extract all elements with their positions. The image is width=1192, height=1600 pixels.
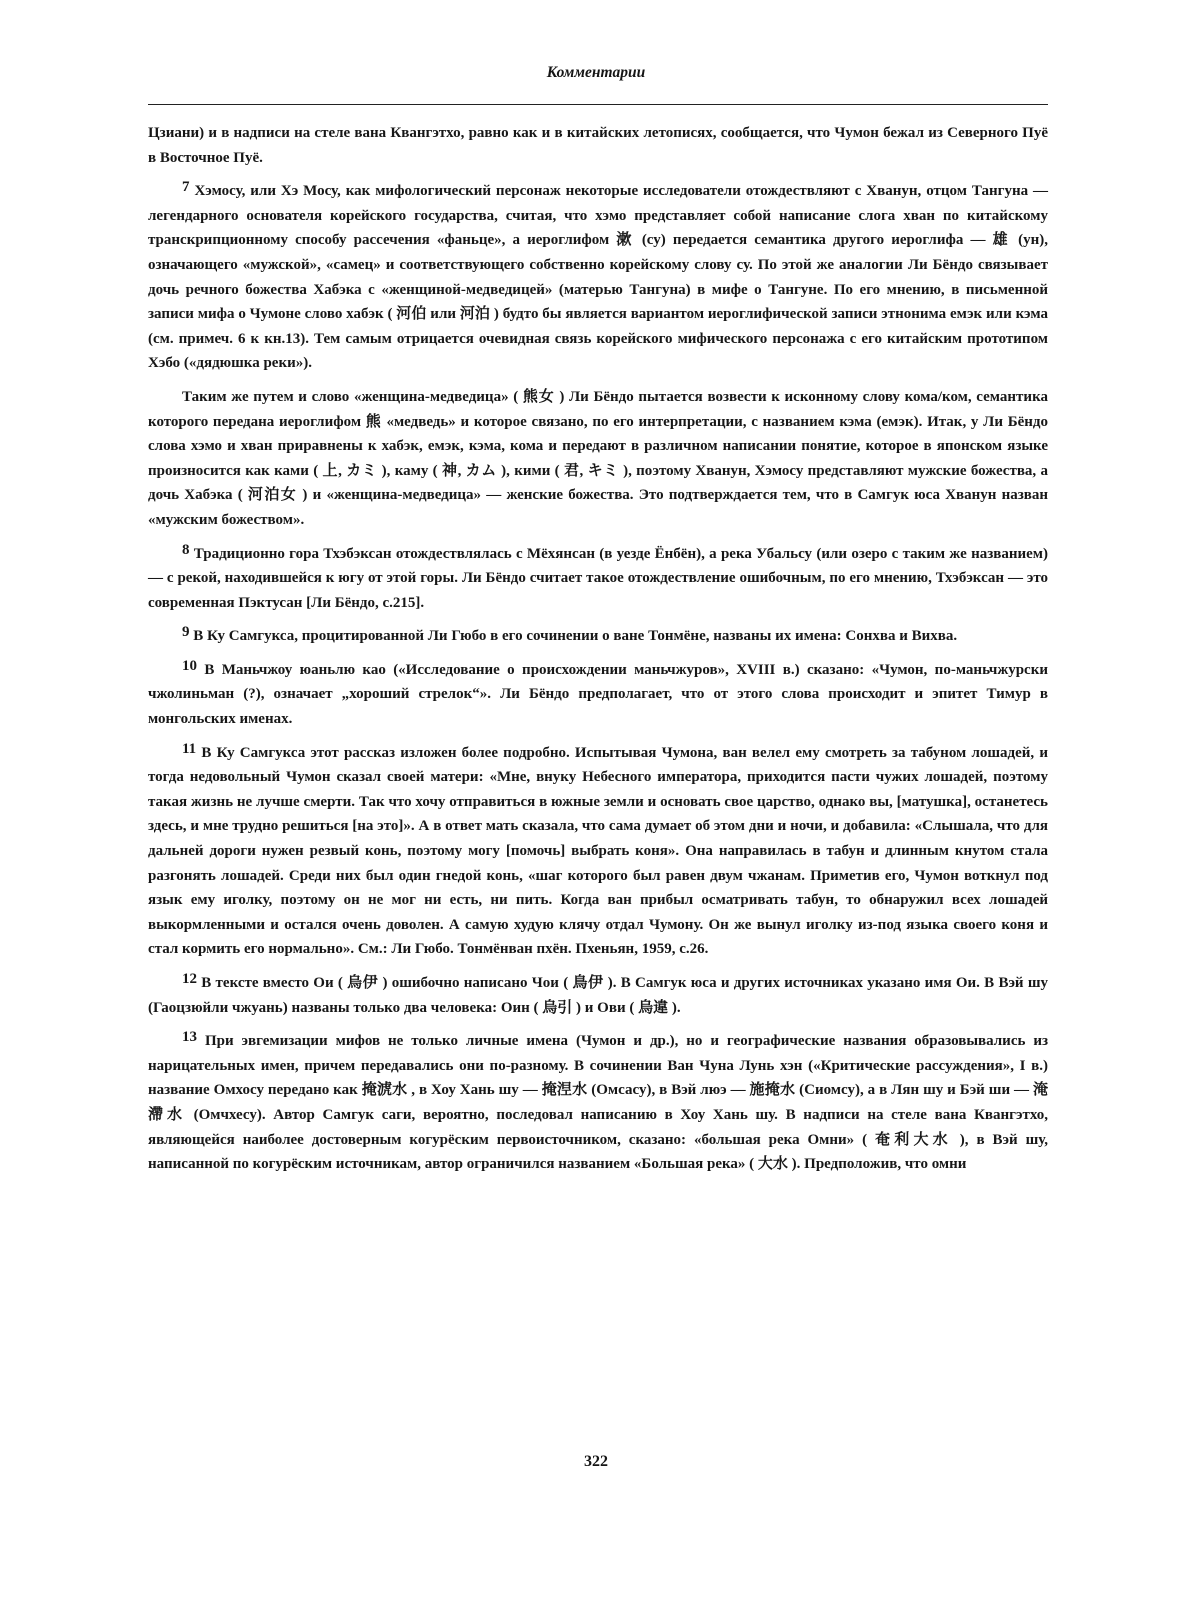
footnote-10 (148, 658, 1048, 732)
running-title: Комментарии (546, 64, 646, 81)
footnote-text: В Ку Самгукса этот рассказ изложен более подробно. Испытывая Чумона, ван велел ему смотреть за табуном лошадей, и тогда недовольный Чумон сказал своей матери: «Мне, внуку Небесного императора, приходится пасти чужих лошадей, поэтому такая жизнь не лучше смерти. Так что хочу отправиться в южные земли и основать свое царство, однако вы, [матушка], останетесь здесь, и мне трудно решиться [на это]». А в ответ мать сказала, что сама думает об этом дни и ночи, и добавила: «Слышала, что для дальней дороги нужен резвый конь, поэтому могу [помочь] выбрать коня». Она направилась в табун и длинным кнутом стала разгонять лошадей. Среди них был один гнедой конь, «шаг которого был равен двум чжанам. Приметив его, Чумон воткнул под язык ему иголку, поэтому он не мог ни есть, ни пить. Когда ван прибыл осматривать табун, то обнаружил всех лошадей выкормленными и остался очень доволен. А самую худую клячу отдал Чумону. Он же вынул иголку из-под языка своего коня и стал кормить его нормально». См.: Ли Гюбо. Тонмёнван пхён. Пхеньян, 1959, с.26. (148, 744, 1048, 958)
footnote-number: 11 (182, 740, 197, 757)
footnote-number: 8 (182, 541, 190, 558)
footnote-number: 12 (182, 971, 197, 987)
footnote-text: При эвгемизации мифов не только личные имена (Чумон и др.), но и географические названия образовывались из нарицательных имен, причем передавались они по-разному. В сочинении Ван Чуна Лунь хэн («Критические рассуждения», I в.) название Омхосу передано как 掩淲水 , в Хоу Хань шу — 掩𣵀水 (Омсасу), в Вэй люэ — 施掩水 (Сиомсу), а в Лян шу и Бэй ши — 淹滯水 (Омчхесу). Автор Самгук саги, вероятно, последовал написанию в Хоу Хань шу. В надписи на стеле вана Квангэтхо, являющейся наиболее достоверным когурёским первоисточником, сказано: «большая река Омни» ( 奄利大水 ), в Вэй шу, написанной по когурёским источникам, автор ограничился названием «Большая река» ( 大水 ). Предположив, что омни (148, 1033, 1049, 1173)
footnote-text: В тексте вместо Ои ( 烏伊 ) ошибочно написано Чои ( 鳥伊 ). В Самгук юса и других источниках указано имя Ои. В Вэй шу (Гаоцзюйли чжуань) названы только два человека: Оин ( 烏引 ) и Ови ( 烏違 ). (148, 975, 1049, 1016)
footnote-13 (148, 1029, 1048, 1177)
footnote-11 (148, 741, 1048, 962)
header-rule (148, 104, 1048, 105)
footnote-number: 7 (182, 179, 190, 196)
footnote-number: 13 (182, 1029, 197, 1046)
footnote-text: В Маньчжоу юаньлю као («Исследование о происхождении маньчжуров», XVIII в.) сказано: «Чумон, по-маньчжурски чжолиньман (?), означает „хороший стрелок“». Ли Бёндо предполагает, что от этого слова происходит и эпитет Тимур в монгольских именах. (148, 661, 1048, 728)
paragraph (148, 385, 1048, 533)
footnote-7 (148, 179, 1048, 376)
footnote-number: 10 (182, 657, 197, 674)
footnote-text: Хэмосу, или Хэ Мосу, как мифологический персонаж некоторые исследователи отождествляют с Хванун, отцом Тангуна — легендарного основателя корейского государства, считая, что хэмо представляет собой написание слога хван по китайскому транскрипционному способу рассечения «фаньце», а иероглифом 漱 (су) передается семантика другого иероглифа — 雄 (ун), означающего «мужской», «самец» и соответствующего собственно корейскому слову су. По этой же аналогии Ли Бёндо связывает дочь речного божества Хабэка с «женщиной-медведицей» (матерью Тангуна) в мифе о Тангуне. По его мнению, в письменной записи мифа о Чумоне слово хабэк ( 河伯 или 河泊 ) будто бы является вариантом иероглифической записи этнонима емэк или кэма (см. примеч. 6 к кн.13). Тем самым отрицается очевидная связь корейского мифического персонажа с его китайским прототипом Хэбо («дядюшка реки»). (148, 183, 1049, 372)
paragraph-text: Таким же путем и слово «женщина-медведица» ( 熊女 ) Ли Бёндо пытается возвести к исконному слову кома/ком, семантика которого передана иероглифом 熊 «медведь» и которое связано, по его интерпретации, с названием кэма (емэк). Итак, у Ли Бёндо слова хэмо и хван приравнены к хабэк, емэк, кэма, кома и передают в различном написании понятие, которое в японском языке произносится как ками ( 上, カミ ), каму ( 神, カム ), кими ( 君, キミ ), поэтому Хванун, Хэмосу представляют мужские божества, а дочь Хабэка ( 河泊女 ) и «женщина-медведица» — женские божества. Это подтверждается тем, что в Самгук юса Хванун назван «мужским божеством». (148, 388, 1048, 528)
footnote-9 (148, 624, 1048, 649)
footnote-text: В Ку Самгукса, процитированной Ли Гюбо в его сочинении о ване Тонмёне, названы их имена: Сонхва и Вихва. (193, 628, 958, 645)
page-number: 322 (584, 1453, 608, 1470)
footnote-8 (148, 542, 1048, 616)
paragraph-text: Цзиани) и в надписи на стеле вана Квангэтхо, равно как и в китайских летописях, сообщается, что Чумон бежал из Северного Пуё в Восточное Пуё. (148, 125, 1048, 166)
footnote-text: Традиционно гора Тхэбэксан отождествлялась с Мёхянсан (в уезде Ёнбён), а река Убальсу (или озеро с таким же названием) — с рекой, находившейся к югу от этой горы. Ли Бёндо считает такое отождествление ошибочным, по его мнению, Тхэбэксан — это современная Пэктусан [Ли Бёндо, с.215]. (148, 545, 1048, 611)
document-body (148, 121, 1048, 1186)
paragraph-continuation (148, 121, 1048, 170)
footnote-number: 9 (182, 624, 190, 641)
footnote-12 (148, 971, 1048, 1020)
